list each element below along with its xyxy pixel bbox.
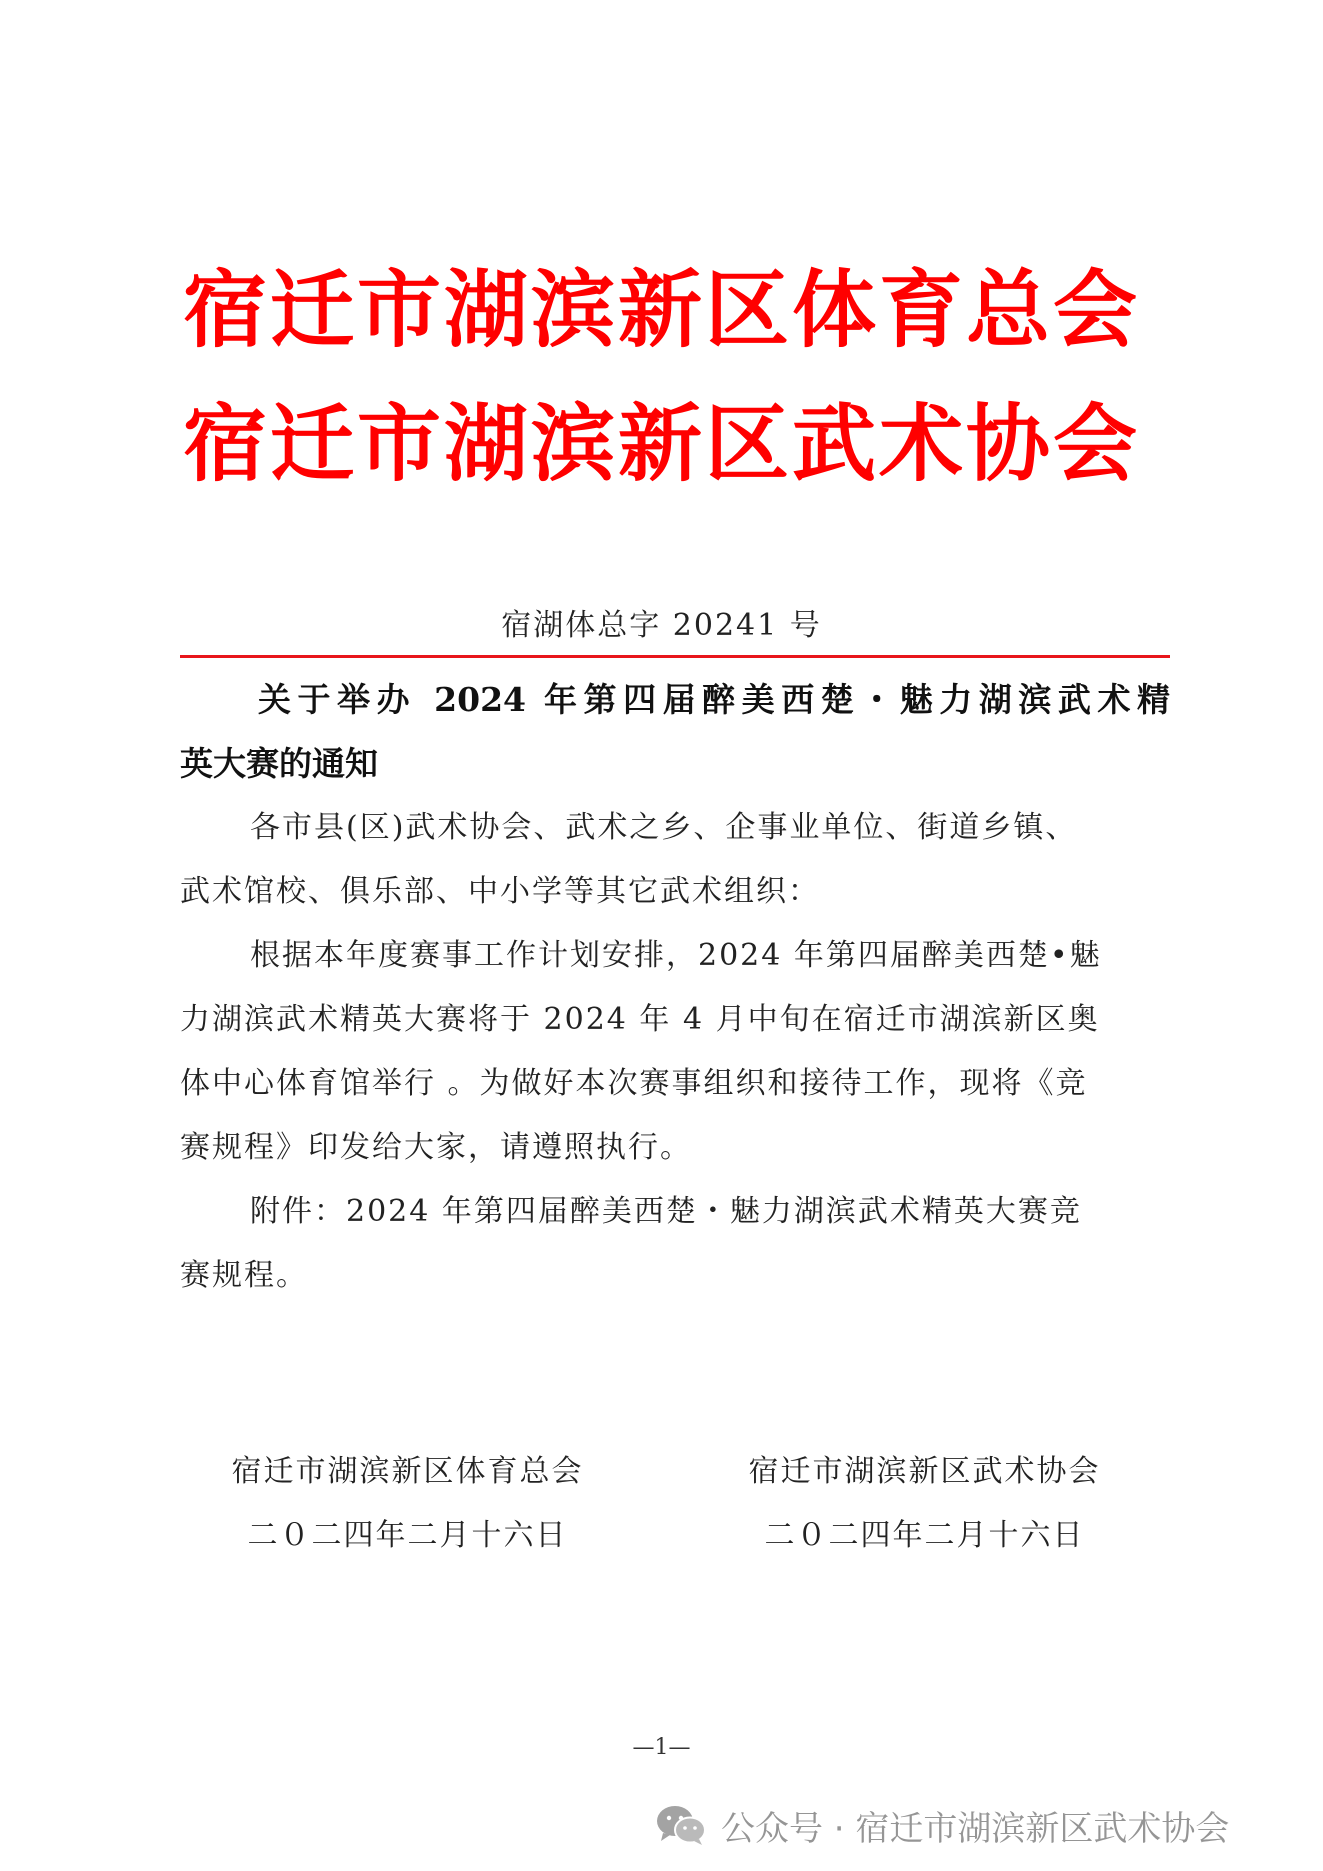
watermark-text: 公众号 · 宿迁市湖滨新区武术协会: [721, 1808, 1230, 1849]
wechat-icon: [655, 1803, 707, 1847]
signature-date: 二０二四年二月十六日: [247, 1518, 568, 1553]
body-line-2: 力湖滨武术精英大赛将于 2024 年 4 月中旬在宿迁市湖滨新区奥: [180, 1002, 1100, 1037]
signature-block-sports-federation: [210, 1440, 605, 1568]
signature-org: 宿迁市湖滨新区体育总会: [231, 1454, 584, 1489]
salutation-line-2: 武术馆校、俱乐部、中小学等其它武术组织：: [180, 874, 820, 909]
signature-org: 宿迁市湖滨新区武术协会: [748, 1454, 1101, 1489]
body-line-4: 赛规程》印发给大家，请遵照执行。: [180, 1130, 692, 1165]
document-number: 宿湖体总字 20241 号: [501, 608, 822, 643]
org-title-line-1: 宿迁市湖滨新区体育总会: [182, 261, 1140, 359]
org-title-line-2: 宿迁市湖滨新区武术协会: [182, 395, 1140, 493]
red-divider: [180, 655, 1170, 658]
notice-title-line-2: 英大赛的通知: [180, 744, 378, 783]
attachment-line-1: 附件：2024 年第四届醉美西楚・魅力湖滨武术精英大赛竞: [250, 1194, 1082, 1229]
signature-date: 二０二四年二月十六日: [764, 1518, 1085, 1553]
body-line-3: 体中心体育馆举行 。为做好本次赛事组织和接待工作，现将《竞: [180, 1066, 1088, 1101]
body-line-1: 根据本年度赛事工作计划安排，2024 年第四届醉美西楚•魅: [250, 938, 1102, 973]
wechat-watermark: [655, 1800, 1229, 1850]
notice-title-line-1: 关于举办 2024 年第四届醉美西楚・魅力湖滨武术精: [258, 680, 1170, 719]
page-number: —1—: [632, 1735, 691, 1760]
salutation-line-1: 各市县(区)武术协会、武术之乡、企事业单位、街道乡镇、: [250, 810, 1078, 845]
signature-block-wushu-association: [727, 1440, 1122, 1568]
attachment-line-2: 赛规程。: [180, 1258, 308, 1293]
